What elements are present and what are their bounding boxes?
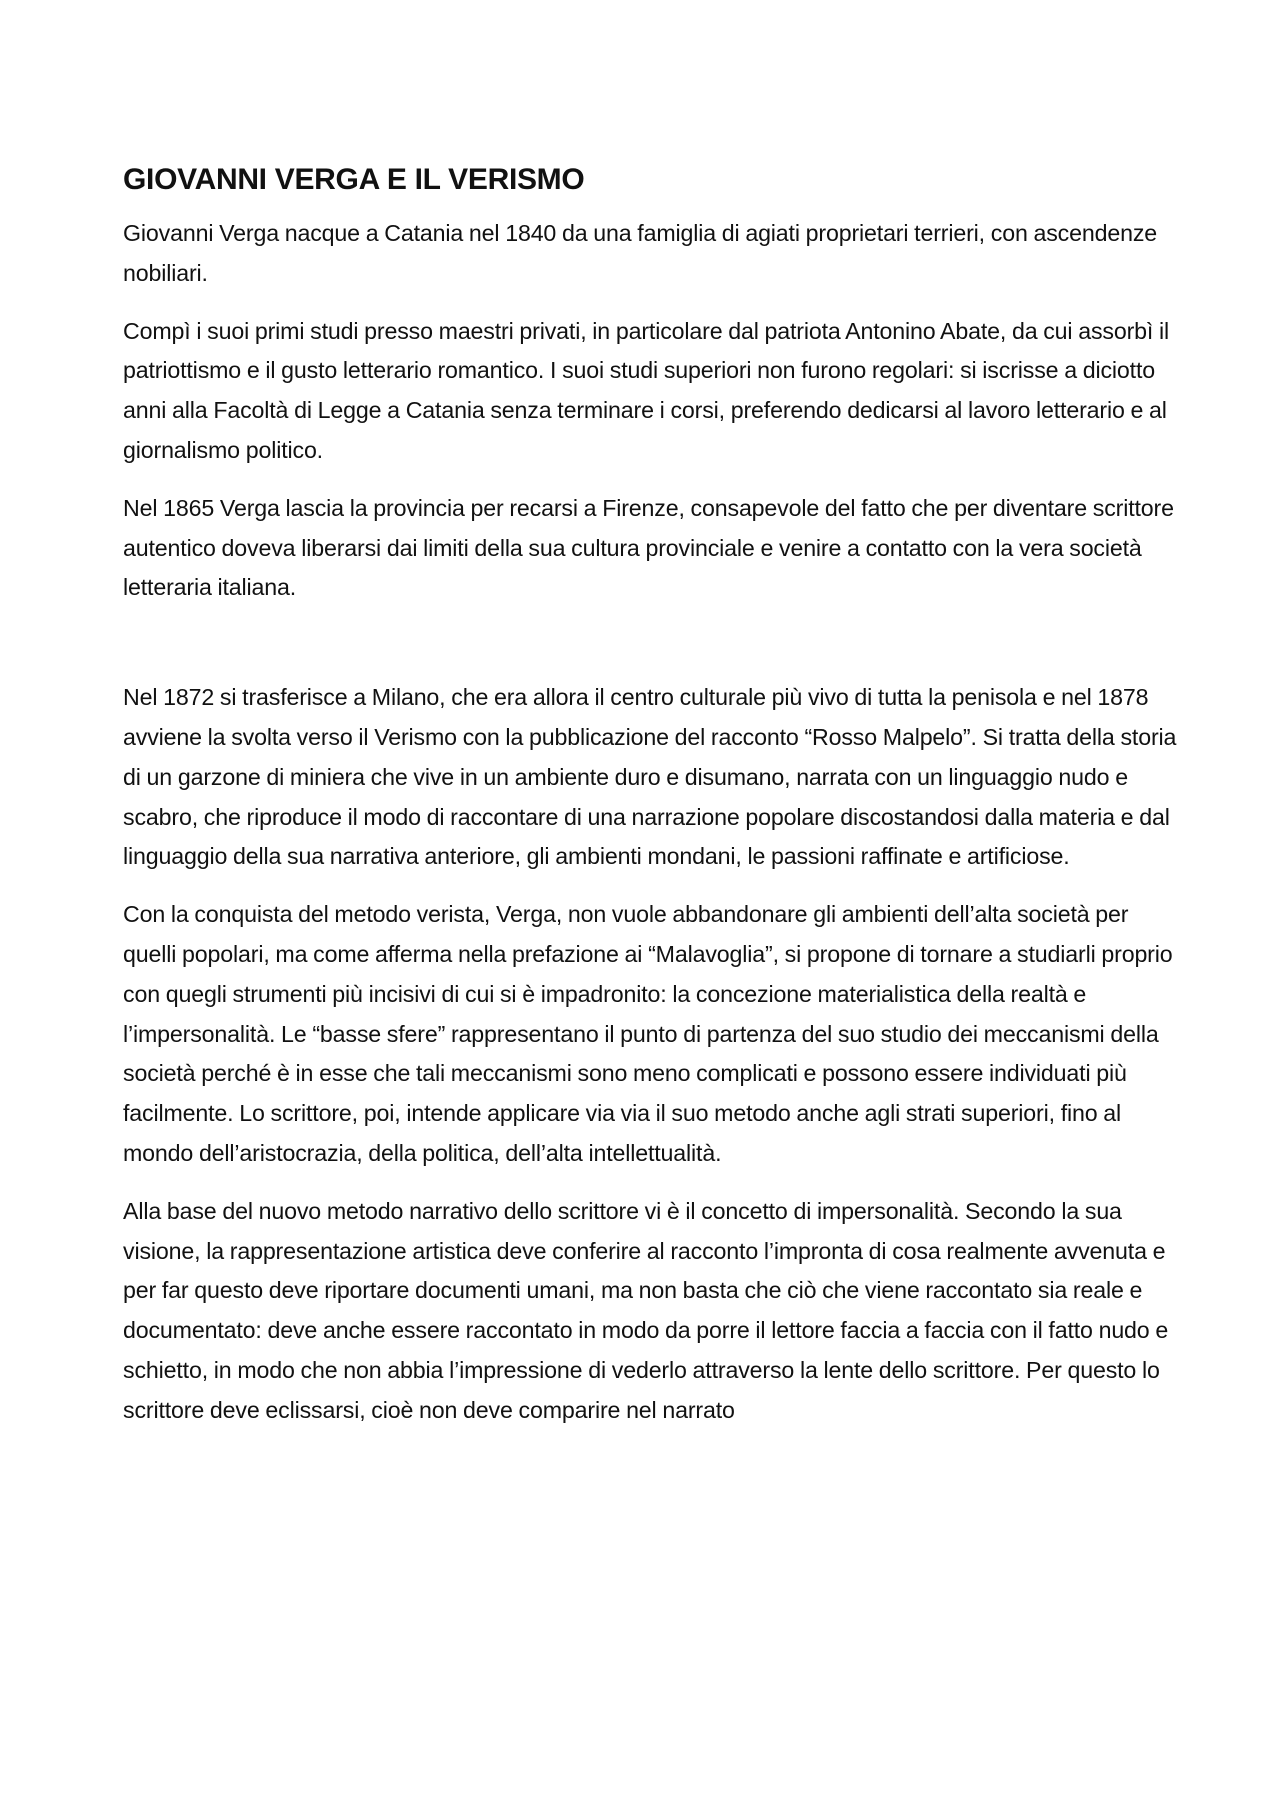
paragraph-verist-method: Con la conquista del metodo verista, Verga, non vuole abbandonare gli ambienti dell’alta società per quelli popolari, ma come afferma nella prefazione ai “Malavoglia”, si propone di tornare a studiarli proprio con quegli strumenti più incisivi di cui si è impadronito: la concezione materialistica della realtà e l’impersonalità. Le “basse sfere” rappresentano il punto di partenza del suo studio dei meccanismi della società perché è in esse che tali meccanismi sono meno complicati e possono essere individuati più facilmente. Lo scrittore, poi, intende applicare via via il suo metodo anche agli strati superiori, fino al mondo dell’aristocrazia, della politica, dell’alta intellettualità.: [123, 901, 1173, 1166]
document-title: GIOVANNI VERGA E IL VERISMO: [123, 163, 585, 196]
paragraph-studies: Compì i suoi primi studi presso maestri privati, in particolare dal patriota Antonino Abate, da cui assorbì il patriottismo e il gusto letterario romantico. I suoi studi superiori non furono regolari: si iscrisse a diciotto anni alla Facoltà di Legge a Catania senza terminare i corsi, preferendo dedicarsi al lavoro letterario e al giornalismo politico.: [123, 317, 1170, 463]
paragraph-impersonality: Alla base del nuovo metodo narrativo dello scrittore vi è il concetto di impersonalità. Secondo la sua visione, la rappresentazione artistica deve conferire al racconto l’impronta di cosa realmente avvenuta e per far questo deve riportare documenti umani, ma non basta che ciò che viene raccontato sia reale e documentato: deve anche essere raccontato in modo da porre il lettore faccia a faccia con il fatto nudo e schietto, in modo che non abbia l’impressione di vederlo attraverso la lente dello scrittore. Per questo lo scrittore deve eclissarsi, cioè non deve comparire nel narrato: [123, 1197, 1169, 1423]
paragraph-florence: Nel 1865 Verga lascia la provincia per recarsi a Firenze, consapevole del fatto che per diventare scrittore autentico doveva liberarsi dai limiti della sua cultura provinciale e venire a contatto con la vera società letteraria italiana.: [123, 494, 1174, 601]
blank-line: [123, 626, 1183, 678]
document-page: [123, 160, 1183, 1449]
paragraph-milan: Nel 1872 si trasferisce a Milano, che era allora il centro culturale più vivo di tutta la penisola e nel 1878 avviene la svolta verso il Verismo con la pubblicazione del racconto “Rosso Malpelo”. Si tratta della storia di un garzone di miniera che vive in un ambiente duro e disumano, narrata con un linguaggio nudo e scabro, che riproduce il modo di raccontare di una narrazione popolare discostandosi dalla materia e dal linguaggio della sua narrativa anteriore, gli ambienti mondani, le passioni raffinate e artificiose.: [123, 684, 1177, 870]
paragraph-birth: Giovanni Verga nacque a Catania nel 1840 da una famiglia di agiati proprietari terrieri, con ascendenze nobiliari.: [123, 220, 1158, 286]
